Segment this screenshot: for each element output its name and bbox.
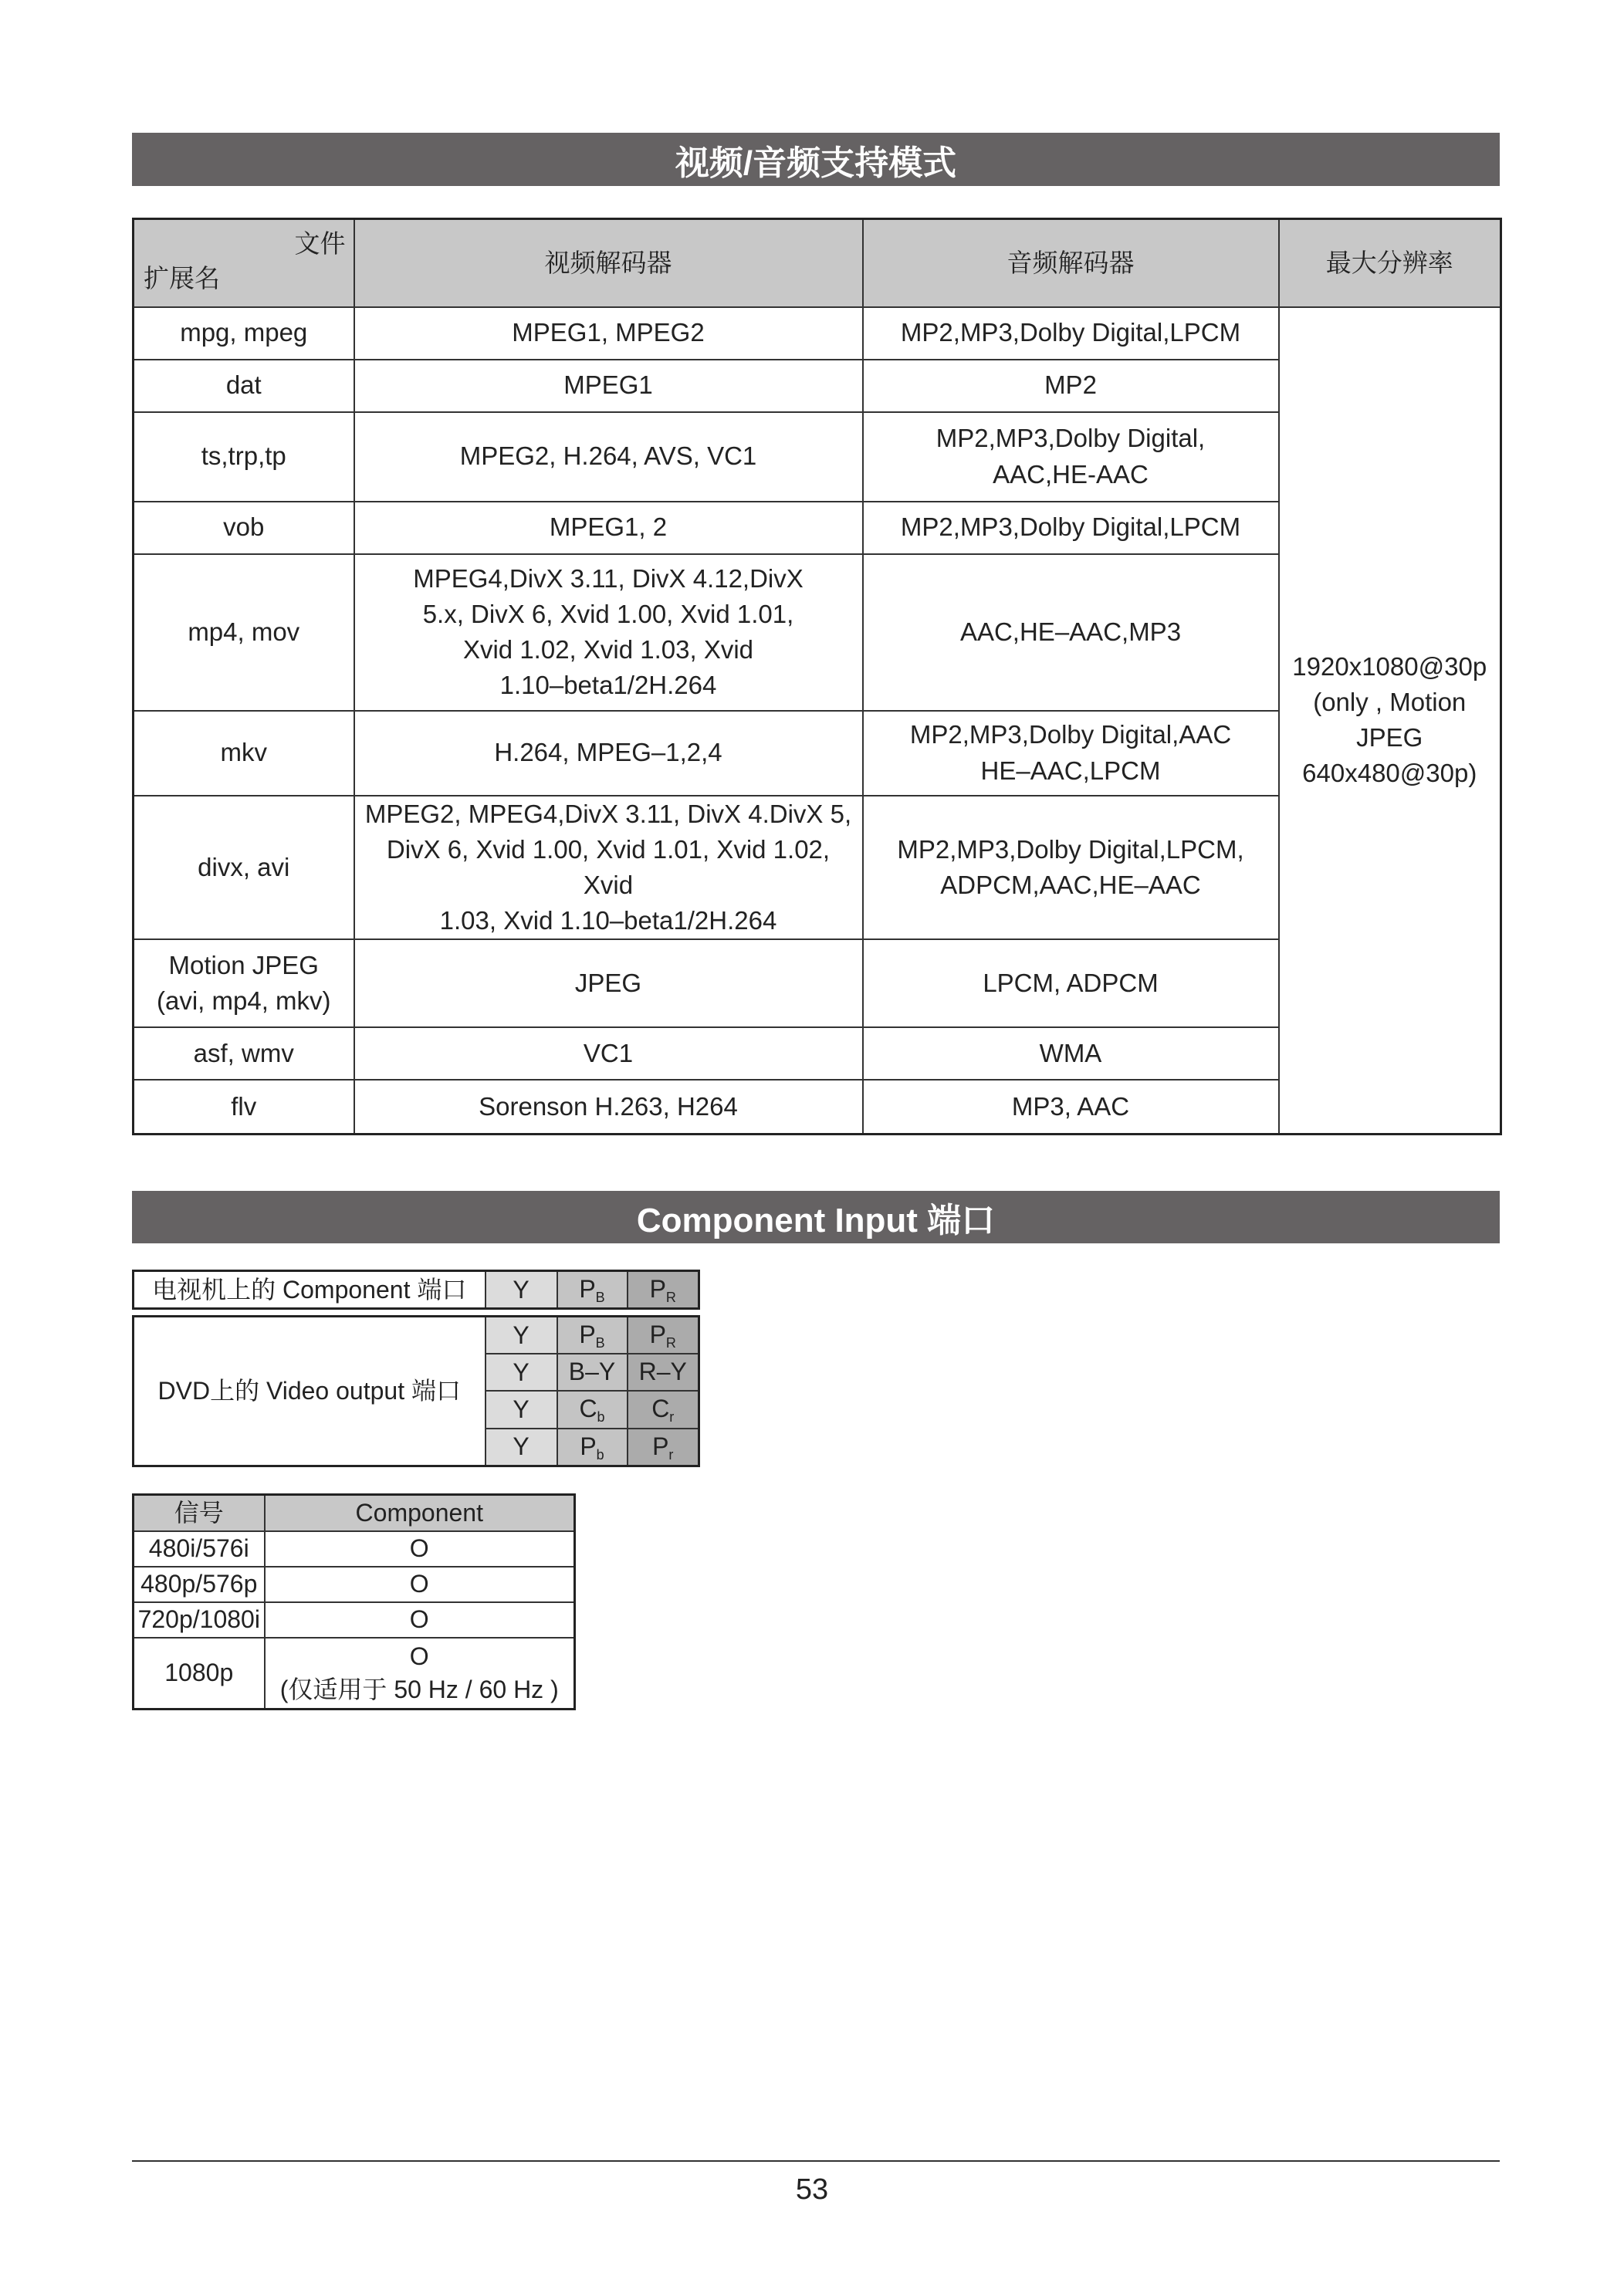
audio-decoder-cell: AAC,HE–AAC,MP3 bbox=[863, 554, 1279, 711]
extension-cell: vob bbox=[134, 502, 354, 554]
component-support-cell: O bbox=[265, 1602, 575, 1638]
video-decoder-cell: Sorenson H.263, H264 bbox=[354, 1080, 863, 1134]
extension-cell: asf, wmv bbox=[134, 1027, 354, 1080]
port-pr: $P_R$ bbox=[628, 1271, 699, 1309]
component-support-cell: O bbox=[265, 1531, 575, 1567]
signal-row bbox=[134, 1602, 575, 1638]
video-decoder-cell: MPEG2, MPEG4,DivX 3.11, DivX 4.DivX 5, DivX 6, Xvid 1.00, Xvid 1.01, Xvid 1.02, Xvid 1.03, Xvid 1.10–beta1/2H.264 bbox=[354, 796, 863, 940]
extension-cell: dat bbox=[134, 360, 354, 412]
port-y: Y bbox=[486, 1429, 557, 1466]
audio-decoder-cell: MP2,MP3,Dolby Digital,AAC HE–AAC,LPCM bbox=[863, 711, 1279, 796]
tv-component-port-table bbox=[132, 1270, 700, 1310]
port-y: Y bbox=[486, 1391, 557, 1428]
header-max-resolution: 最大分辨率 bbox=[1279, 219, 1501, 307]
section-title-av-support: 视频/音频支持模式 bbox=[132, 133, 1500, 186]
video-decoder-cell: MPEG2, H.264, AVS, VC1 bbox=[354, 412, 863, 502]
audio-decoder-cell: MP2 bbox=[863, 360, 1279, 412]
signal-component-table bbox=[132, 1493, 576, 1710]
video-decoder-cell: MPEG1 bbox=[354, 360, 863, 412]
audio-decoder-cell: MP2,MP3,Dolby Digital,LPCM bbox=[863, 502, 1279, 554]
port-blue: B–Y bbox=[557, 1354, 628, 1391]
signal-cell: 480p/576p bbox=[134, 1567, 265, 1602]
port-pb: $P_B$ bbox=[557, 1271, 628, 1309]
dvd-port-row bbox=[134, 1317, 699, 1354]
extension-cell: mpg, mpeg bbox=[134, 307, 354, 360]
audio-decoder-cell: MP2,MP3,Dolby Digital,LPCM bbox=[863, 307, 1279, 360]
section-title-component-input: Component Input 端口 bbox=[132, 1191, 1500, 1243]
video-decoder-cell: H.264, MPEG–1,2,4 bbox=[354, 711, 863, 796]
port-y: Y bbox=[486, 1354, 557, 1391]
signal-cell: 1080p bbox=[134, 1638, 265, 1710]
video-decoder-cell: JPEG bbox=[354, 939, 863, 1027]
port-blue: $P_b$ bbox=[557, 1429, 628, 1466]
port-red: $P_r$ bbox=[628, 1429, 699, 1466]
extension-cell: ts,trp,tp bbox=[134, 412, 354, 502]
extension-cell: mp4, mov bbox=[134, 554, 354, 711]
video-decoder-cell: MPEG1, 2 bbox=[354, 502, 863, 554]
header-component: Component bbox=[265, 1495, 575, 1531]
port-red: R–Y bbox=[628, 1354, 699, 1391]
port-red: $C_r$ bbox=[628, 1391, 699, 1428]
dvd-video-output-table bbox=[132, 1315, 700, 1467]
extension-cell: flv bbox=[134, 1080, 354, 1134]
audio-decoder-cell: MP2,MP3,Dolby Digital,LPCM, ADPCM,AAC,HE–AAC bbox=[863, 796, 1279, 940]
header-audio-decoder: 音频解码器 bbox=[863, 219, 1279, 307]
component-support-cell: O (仅适用于 50 Hz / 60 Hz ) bbox=[265, 1638, 575, 1710]
video-decoder-cell: MPEG1, MPEG2 bbox=[354, 307, 863, 360]
dvd-port-label: DVD上的 Video output 端口 bbox=[134, 1317, 486, 1466]
header-diagonal-cell bbox=[134, 219, 354, 307]
extension-cell: Motion JPEG (avi, mp4, mkv) bbox=[134, 939, 354, 1027]
extension-cell: divx, avi bbox=[134, 796, 354, 940]
port-blue: $C_b$ bbox=[557, 1391, 628, 1428]
signal-cell: 720p/1080i bbox=[134, 1602, 265, 1638]
signal-cell: 480i/576i bbox=[134, 1531, 265, 1567]
av-format-table bbox=[132, 218, 1502, 1135]
header-file: 文件 bbox=[294, 229, 346, 258]
audio-decoder-cell: MP2,MP3,Dolby Digital, AAC,HE-AAC bbox=[863, 412, 1279, 502]
table-row bbox=[134, 307, 1501, 360]
audio-decoder-cell: WMA bbox=[863, 1027, 1279, 1080]
signal-row bbox=[134, 1567, 575, 1602]
audio-decoder-cell: MP3, AAC bbox=[863, 1080, 1279, 1134]
page-number: 53 bbox=[795, 2173, 829, 2206]
component-support-cell: O bbox=[265, 1567, 575, 1602]
signal-row bbox=[134, 1638, 575, 1710]
port-y: Y bbox=[486, 1317, 557, 1354]
header-video-decoder: 视频解码器 bbox=[354, 219, 863, 307]
port-red: $P_R$ bbox=[628, 1317, 699, 1354]
audio-decoder-cell: LPCM, ADPCM bbox=[863, 939, 1279, 1027]
signal-row bbox=[134, 1531, 575, 1567]
footer-divider bbox=[132, 2160, 1500, 2162]
video-decoder-cell: VC1 bbox=[354, 1027, 863, 1080]
port-blue: $P_B$ bbox=[557, 1317, 628, 1354]
header-signal: 信号 bbox=[134, 1495, 265, 1531]
max-resolution-cell: 1920x1080@30p (only , Motion JPEG 640x480@30p) bbox=[1279, 307, 1501, 1135]
port-y: Y bbox=[486, 1271, 557, 1309]
extension-cell: mkv bbox=[134, 711, 354, 796]
tv-port-label: 电视机上的 Component 端口 bbox=[134, 1271, 486, 1309]
video-decoder-cell: MPEG4,DivX 3.11, DivX 4.12,DivX 5.x, DivX 6, Xvid 1.00, Xvid 1.01, Xvid 1.02, Xvid 1.03, Xvid 1.10–beta1/2H.264 bbox=[354, 554, 863, 711]
header-extension: 扩展名 bbox=[144, 264, 220, 293]
